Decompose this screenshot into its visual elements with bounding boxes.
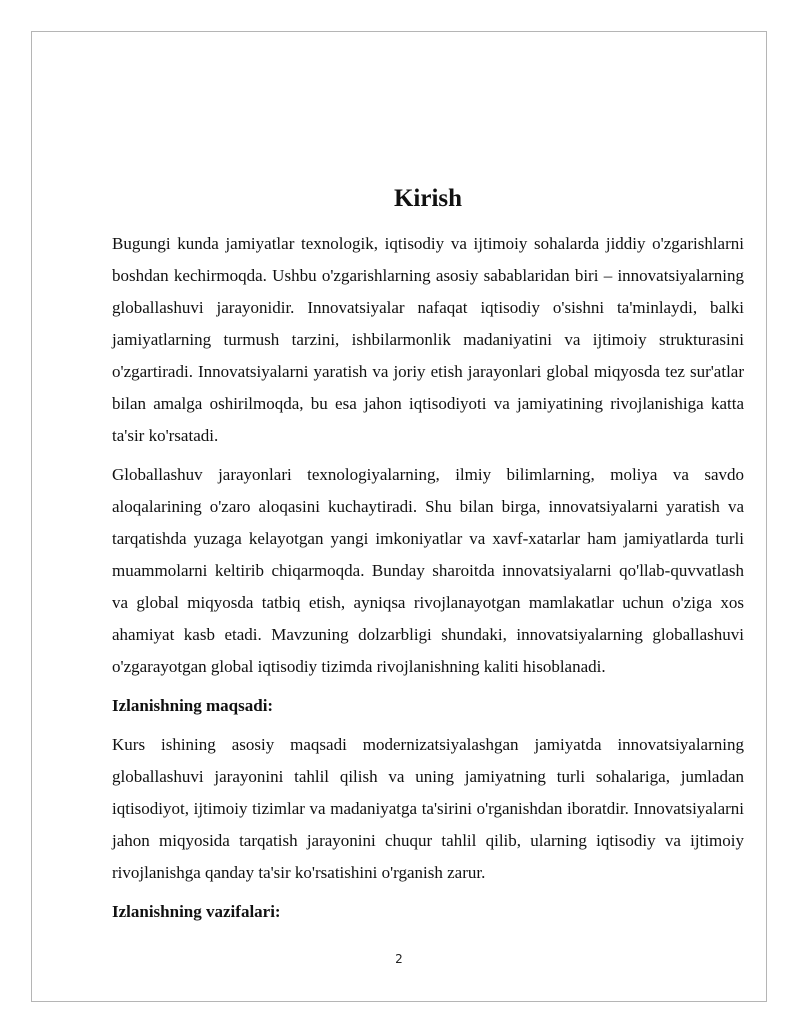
page-title: Kirish	[393, 185, 463, 212]
page-number: 2	[395, 952, 403, 966]
tasks-heading: Izlanishning vazifalari:	[112, 902, 281, 921]
goal-heading: Izlanishning maqsadi:	[112, 696, 274, 715]
page-content	[112, 182, 744, 935]
document-page	[31, 31, 767, 1002]
intro-paragraph-1: Bugungi kunda jamiyatlar texnologik, iqtisodiy va ijtimoiy sohalarda jiddiy o'zgarishlarni boshdan kechirmoqda. Ushbu o'zgarishlarning asosiy sabablaridan biri – innovatsiyalarning globallashuvi jarayonidir. Innovatsiyalar nafaqat iqtisodiy o'sishni ta'minlaydi, balki jamiyatlarning turmush tarzini, ishbilarmonlik madaniyatini va ijtimoiy strukturasini o'zgartiradi. Innovatsiyalarni yaratish va joriy etish jarayonlari global miqyosda tez sur'atlar bilan amalga oshirilmoqda, bu esa jahon iqtisodiyoti va jamiyatining rivojlanishiga katta ta'sir ko'rsatadi.	[112, 234, 744, 445]
goal-paragraph: Kurs ishining asosiy maqsadi modernizatsiyalashgan jamiyatda innovatsiyalarning globallashuvi jarayonini tahlil qilish va uning jamiyatning turli sohalariga, jumladan iqtisodiyot, ijtimoiy tizimlar va madaniyatga ta'sirini o'rganishdan iboratdir. Innovatsiyalarni jahon miqyosida tarqatish jarayonini chuqur tahlil qilib, ularning iqtisodiy va ijtimoiy rivojlanishga qanday ta'sir ko'rsatishini o'rganish zarur.	[112, 735, 744, 882]
intro-paragraph-2: Globallashuv jarayonlari texnologiyalarning, ilmiy bilimlarning, moliya va savdo aloqalarining o'zaro aloqasini kuchaytiradi. Shu bilan birga, innovatsiyalarni yaratish va tarqatishda yuzaga kelayotgan yangi imkoniyatlar va xavf-xatarlar ham jamiyatlarda turli muammolarni keltirib chiqarmoqda. Bunday sharoitda innovatsiyalarni qo'llab-quvvatlash va global miqyosda tatbiq etish, ayniqsa rivojlanayotgan mamlakatlar uchun o'ziga xos ahamiyat kasb etadi. Mavzuning dolzarbligi shundaki, innovatsiyalarning globallashuvi o'zgarayotgan global iqtisodiy tizimda rivojlanishning kaliti hisoblanadi.	[112, 465, 744, 676]
